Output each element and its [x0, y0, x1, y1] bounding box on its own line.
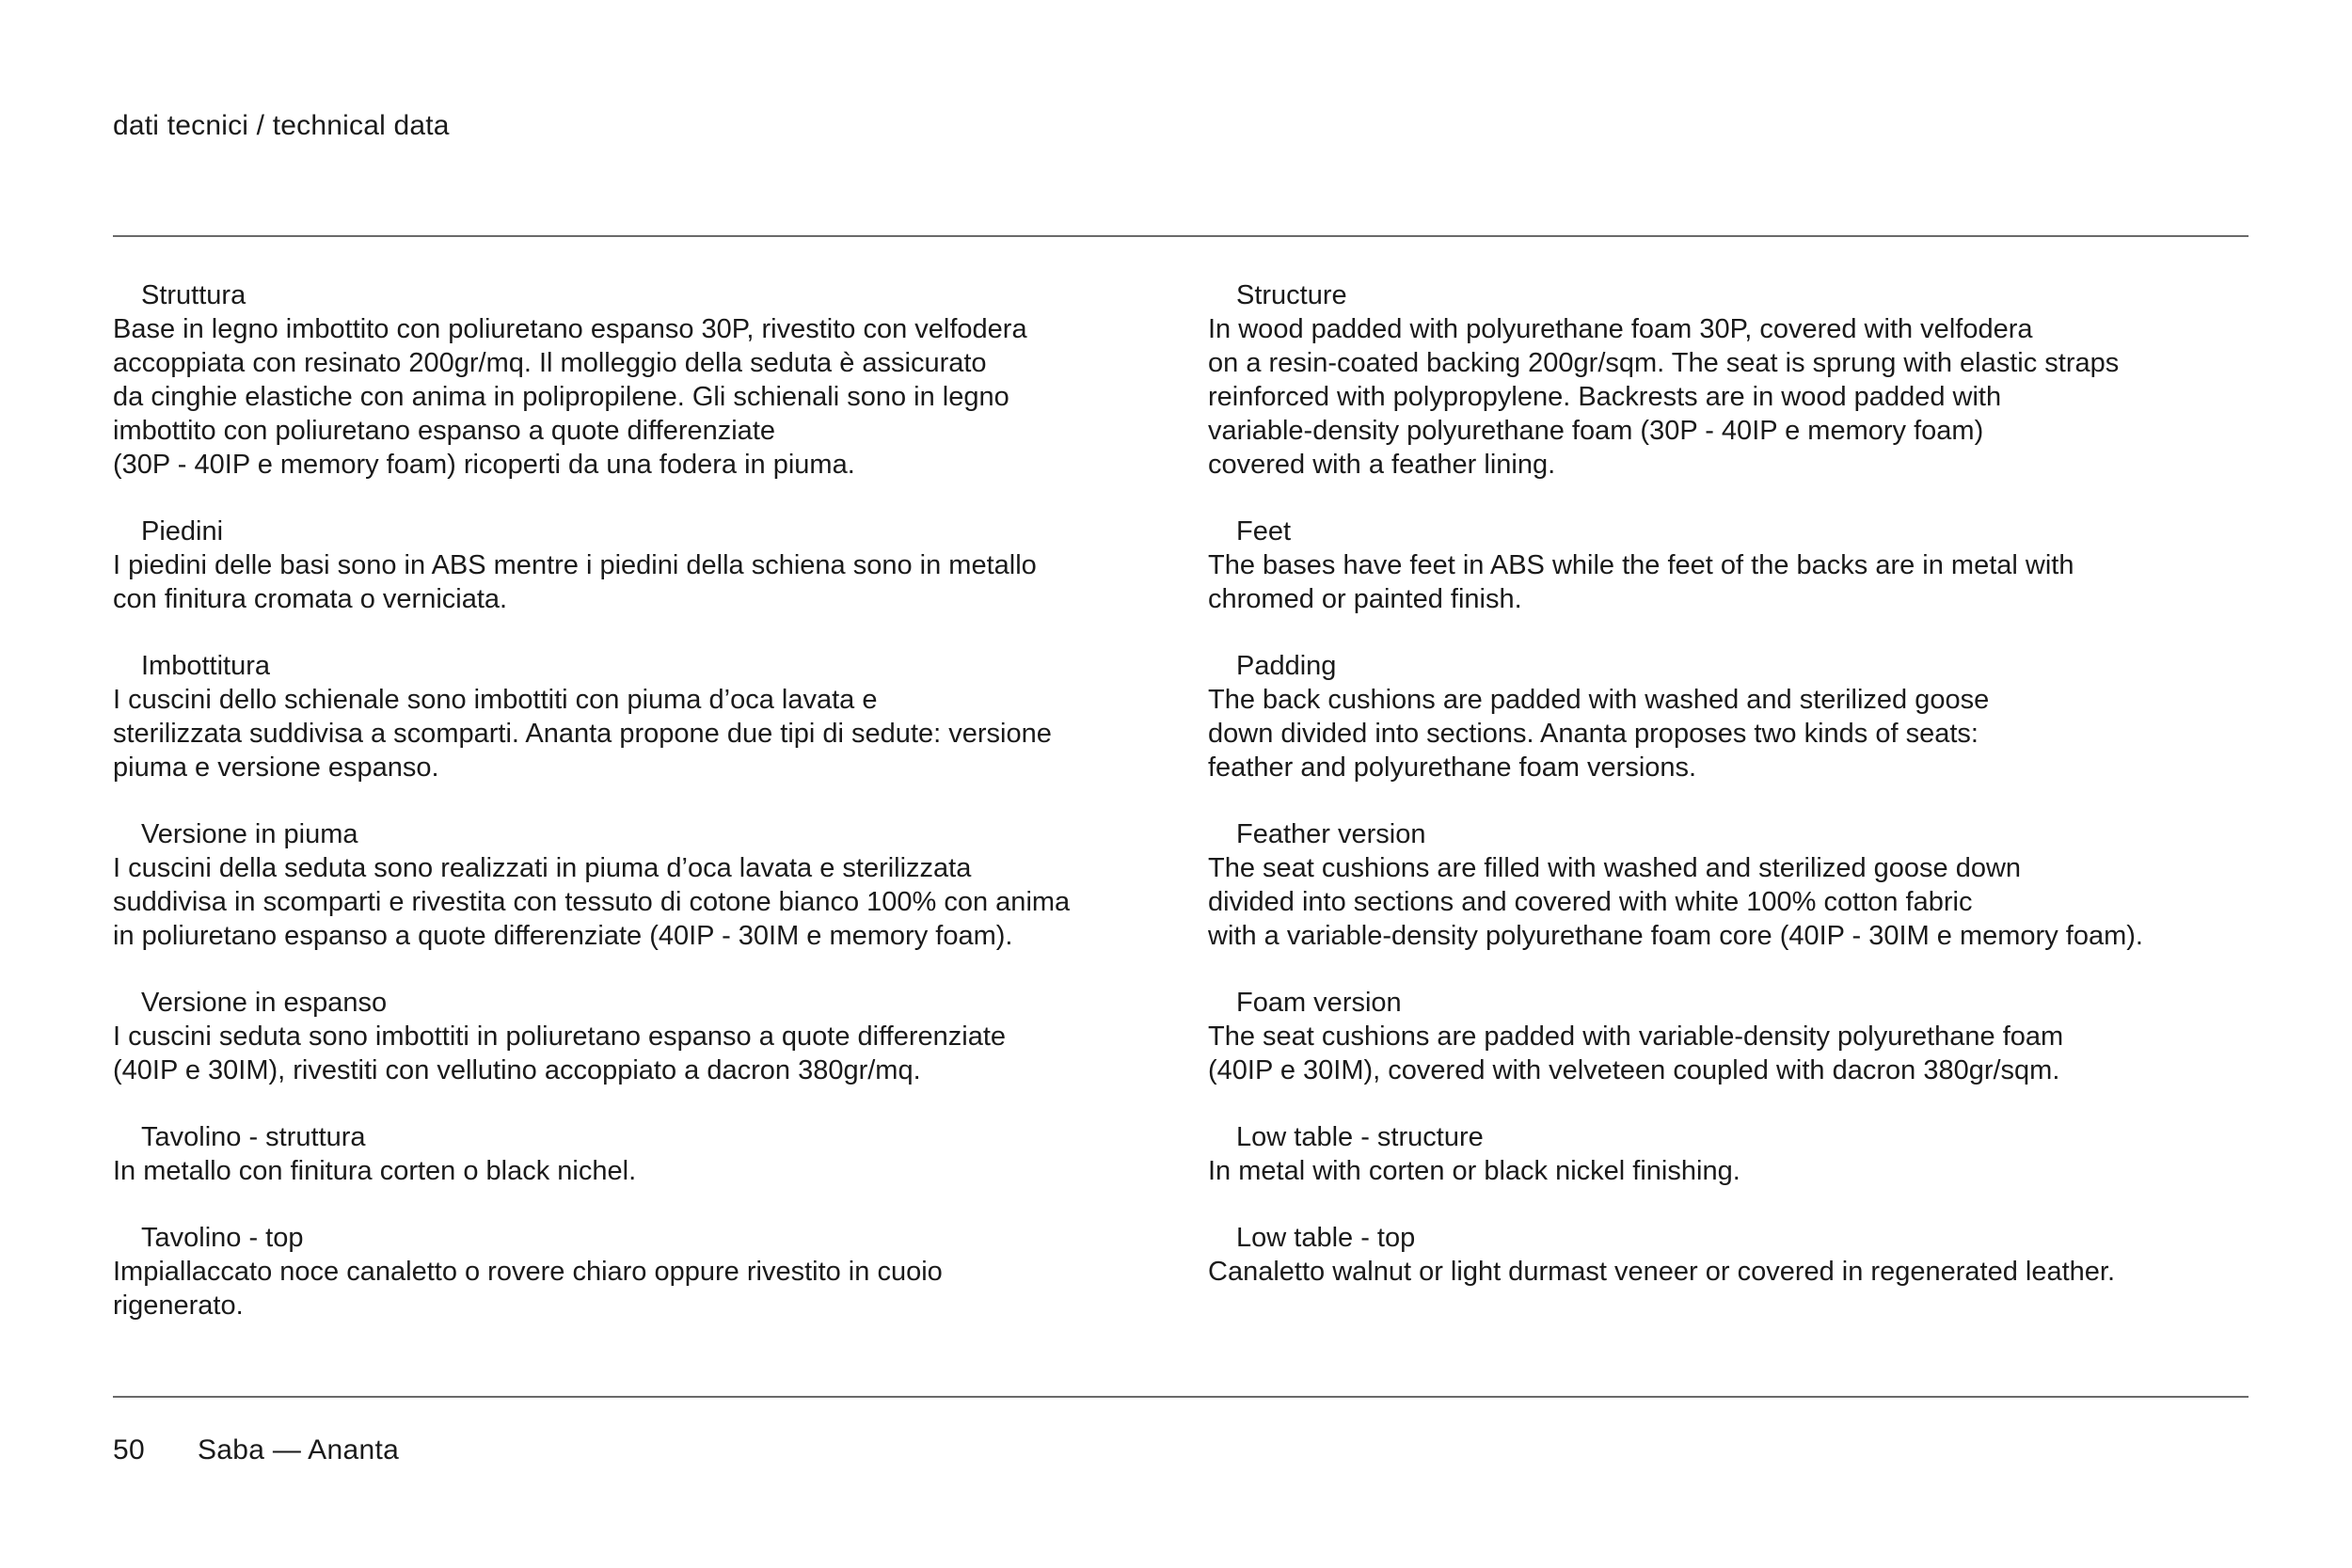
section-body: In wood padded with polyurethane foam 30P, covered with velfodera on a resin-coated backing 200gr/sqm. The seat is sprung with elastic straps reinforced with polypropylene. Backrests are in wood padded with variable-density polyurethane foam (30P - 40IP e memory foam) covered with a feather lining.	[1208, 314, 2120, 480]
page-number: 50	[113, 1434, 145, 1465]
section-body: The bases have feet in ABS while the feet of the backs are in metal with chromed or painted finish.	[1208, 550, 2074, 614]
section-body: The seat cushions are filled with washed and sterilized goose down divided into sections and covered with white 100% cotton fabric with a variable-density polyurethane foam core (40IP - 30IM e memory foam).	[1208, 853, 2143, 951]
page-header-title: dati tecnici / technical data	[113, 110, 450, 141]
section-padding	[1208, 649, 2280, 784]
section-body: The seat cushions are padded with variable-density polyurethane foam (40IP e 30IM), covered with velveteen coupled with dacron 380gr/sqm.	[1208, 1022, 2064, 1085]
section-structure	[1208, 278, 2280, 482]
section-body: Canaletto walnut or light durmast veneer or covered in regenerated leather.	[1208, 1257, 2116, 1287]
section-body: I piedini delle basi sono in ABS mentre i piedini della schiena sono in metallo con finitura cromata o verniciata.	[113, 550, 1037, 614]
top-divider	[113, 235, 2249, 237]
section-body: I cuscini dello schienale sono imbottiti con piuma d’oca lavata e sterilizzata suddivisa a scomparti. Ananta propone due tipi di sedute: versione piuma e versione espanso.	[113, 685, 1052, 783]
section-body: I cuscini seduta sono imbottiti in poliuretano espanso a quote differenziate (40IP e 30IM), rivestiti con vellutino accoppiato a dacron 380gr/mq.	[113, 1022, 1007, 1085]
section-heading: Versione in espanso	[141, 988, 388, 1018]
section-heading: Low table - top	[1236, 1223, 1416, 1253]
italian-column	[113, 278, 1167, 1355]
section-low-table-top	[1208, 1221, 2280, 1289]
section-heading: Piedini	[141, 516, 224, 546]
section-tavolino-struttura	[113, 1120, 1167, 1188]
section-feather-version	[1208, 817, 2280, 953]
section-feet	[1208, 515, 2280, 616]
section-heading: Imbottitura	[141, 651, 270, 681]
section-body: The back cushions are padded with washed and sterilized goose down divided into sections. Ananta proposes two kinds of seats: feather and polyurethane foam versions.	[1208, 685, 1990, 783]
section-body: I cuscini della seduta sono realizzati in piuma d’oca lavata e sterilizzata suddivisa in scomparti e rivestita con tessuto di cotone bianco 100% con anima in poliuretano espanso a quote differenziate (40IP - 30IM e memory foam).	[113, 853, 1071, 951]
section-heading: Foam version	[1236, 988, 1402, 1018]
section-foam-version	[1208, 986, 2280, 1087]
section-versione-in-piuma	[113, 817, 1167, 953]
section-heading: Padding	[1236, 651, 1337, 681]
section-tavolino-top	[113, 1221, 1167, 1323]
bottom-divider	[113, 1396, 2249, 1398]
publication-title: Saba — Ananta	[198, 1434, 400, 1465]
section-heading: Tavolino - struttura	[141, 1122, 366, 1152]
section-low-table-structure	[1208, 1120, 2280, 1188]
section-body: Base in legno imbottito con poliuretano espanso 30P, rivestito con velfodera accoppiata con resinato 200gr/mq. Il molleggio della seduta è assicurato da cinghie elastiche con anima in polipropilene. Gli schienali sono in legno imbottito con poliuretano espanso a quote differenziate (30P - 40IP e memory foam) ricoperti da una fodera in piuma.	[113, 314, 1027, 480]
section-heading: Tavolino - top	[141, 1223, 304, 1253]
section-heading: Feet	[1236, 516, 1292, 546]
section-heading: Feather version	[1236, 819, 1426, 849]
section-piedini	[113, 515, 1167, 616]
section-heading: Struttura	[141, 280, 246, 310]
section-body: In metallo con finitura corten o black nichel.	[113, 1156, 637, 1186]
section-struttura	[113, 278, 1167, 482]
section-body: Impiallaccato noce canaletto o rovere chiaro oppure rivestito in cuoio rigenerato.	[113, 1257, 943, 1321]
section-heading: Versione in piuma	[141, 819, 358, 849]
section-heading: Low table - structure	[1236, 1122, 1484, 1152]
page-footer	[113, 1433, 399, 1467]
section-versione-in-espanso	[113, 986, 1167, 1087]
english-column	[1208, 278, 2280, 1322]
section-imbottitura	[113, 649, 1167, 784]
section-body: In metal with corten or black nickel finishing.	[1208, 1156, 1740, 1186]
section-heading: Structure	[1236, 280, 1347, 310]
